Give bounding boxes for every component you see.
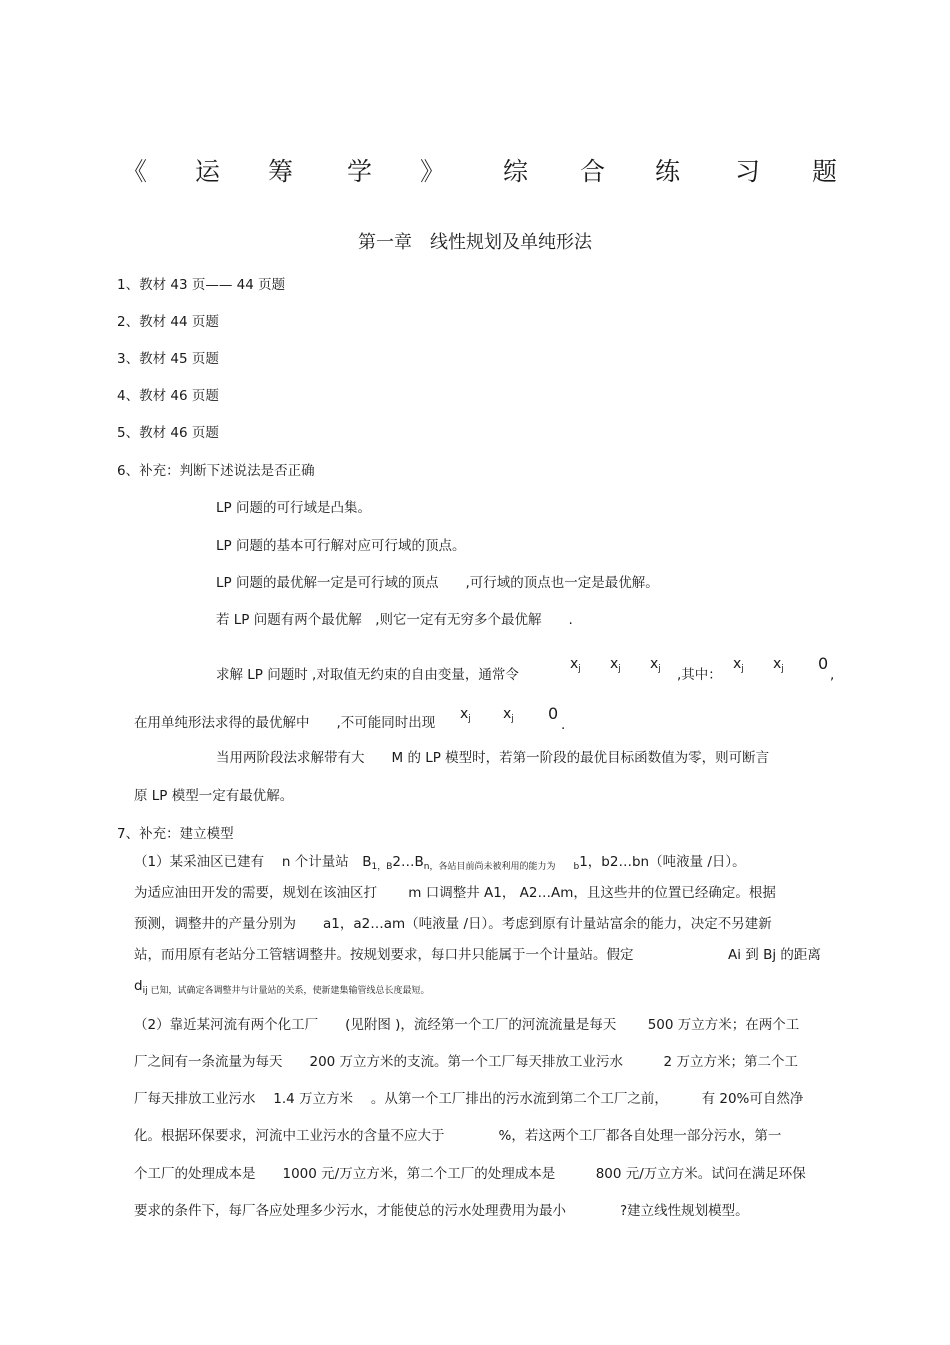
list-item: 3、教材 45 页题 — [117, 351, 219, 367]
statement-text: . — [561, 717, 566, 733]
statement: LP 问题的最优解一定是可行域的顶点 ,可行域的顶点也一定是最优解。 — [216, 575, 659, 591]
statement: 求解 LP 问题时 ,对取值无约束的自由变量，通常令 — [216, 667, 519, 683]
title-char: 综 — [503, 157, 529, 186]
statement: 在用单纯形法求得的最优解中 ,不可能同时出现 — [134, 715, 436, 731]
title-char: 合 — [580, 157, 606, 186]
statement: 原 LP 模型一定有最优解。 — [134, 788, 294, 804]
math-zero: 0 — [818, 654, 829, 673]
list-item: 6、补充：判断下述说法是否正确 — [117, 463, 315, 479]
title-char: 《 — [122, 157, 148, 186]
math-var: $x_j$ — [610, 656, 621, 674]
problem-line: 预测，调整井的产量分别为 a1，a2…am（吨液量 /日）。考虑到原有计量站富余的能力，决定不另建新 — [134, 916, 772, 932]
title-char: 运 — [195, 157, 221, 186]
problem-line: 站，而用原有老站分工管辖调整井。按规划要求，每口井只能属于一个计量站。假定 — [134, 947, 634, 963]
problem-line: $d_{ij 已知,试确定各调整井与计量站的关系,使新建集输管线总长度最短。}$ — [134, 978, 430, 996]
problem-line: 个工厂的处理成本是 1000 元/万立方米，第二个工厂的处理成本是 800 元/万立方米。试问在满足环保 — [134, 1166, 806, 1182]
list-item: 7、补充：建立模型 — [117, 826, 234, 842]
math-var: $x_j$ — [570, 656, 581, 674]
title-char: 习 — [735, 157, 761, 186]
chapter-title: 第一章 线性规划及单纯形法 — [358, 232, 592, 253]
math-var: $x_j$ — [773, 656, 784, 674]
list-item: 4、教材 46 页题 — [117, 388, 219, 404]
statement: 当用两阶段法求解带有大 M 的 LP 模型时，若第一阶段的最优目标函数值为零，则可断言 — [216, 750, 770, 766]
statement-text: , — [830, 667, 835, 683]
problem-line: 厂每天排放工业污水 1.4 万立方米 。从第一个工厂排出的污水流到第二个工厂之前， 有 20%可自然净 — [134, 1091, 804, 1107]
statement: LP 问题的基本可行解对应可行域的顶点。 — [216, 538, 466, 554]
statement-text: ,其中： — [677, 667, 722, 683]
math-var: $x_j$ — [503, 706, 514, 724]
list-item: 2、教材 44 页题 — [117, 314, 219, 330]
math-var: $x_j$ — [650, 656, 661, 674]
title-char: 筹 — [268, 157, 294, 186]
math-var: $x_j$ — [460, 706, 471, 724]
problem-line: Ai 到 Bj 的距离 — [728, 947, 821, 963]
problem-line: 化。根据环保要求，河流中工业污水的含量不应大于 %，若这两个工厂都各自处理一部分污水，第一 — [134, 1128, 782, 1144]
title-char: 题 — [812, 157, 838, 186]
title-char: 》 — [420, 157, 446, 186]
title-char: 练 — [655, 157, 681, 186]
problem-line: （2）靠近某河流有两个化工厂 (见附图 )，流经第一个工厂的河流流量是每天 500 万立方米；在两个工 — [134, 1017, 800, 1033]
math-zero: 0 — [548, 704, 559, 723]
problem-line: 为适应油田开发的需要，规划在该油区打 m 口调整井 A1， A2…Am，且这些井的位置已经确定。根据 — [134, 885, 776, 901]
title-char: 学 — [347, 157, 373, 186]
list-item: 1、教材 43 页—— 44 页题 — [117, 277, 286, 293]
problem-line: 厂之间有一条流量为每天 200 万立方米的支流。第一个工厂每天排放工业污水 2 万立方米；第二个工 — [134, 1054, 798, 1070]
problem-line: 要求的条件下，每厂各应处理多少污水，才能使总的污水处理费用为最小 ?建立线性规划模型。 — [134, 1203, 749, 1219]
statement: 若 LP 问题有两个最优解 ,则它一定有无穷多个最优解 . — [216, 612, 573, 628]
statement: LP 问题的可行域是凸集。 — [216, 500, 371, 516]
math-var: $x_j$ — [733, 656, 744, 674]
list-item: 5、教材 46 页题 — [117, 425, 219, 441]
problem-line: （1）某采油区已建有 n 个计量站 $B_{1,B}2\dots B_{n,各站目前尚未被利用的能力为 b}1$，b2…bn（吨液量 /日）。 — [134, 854, 746, 872]
